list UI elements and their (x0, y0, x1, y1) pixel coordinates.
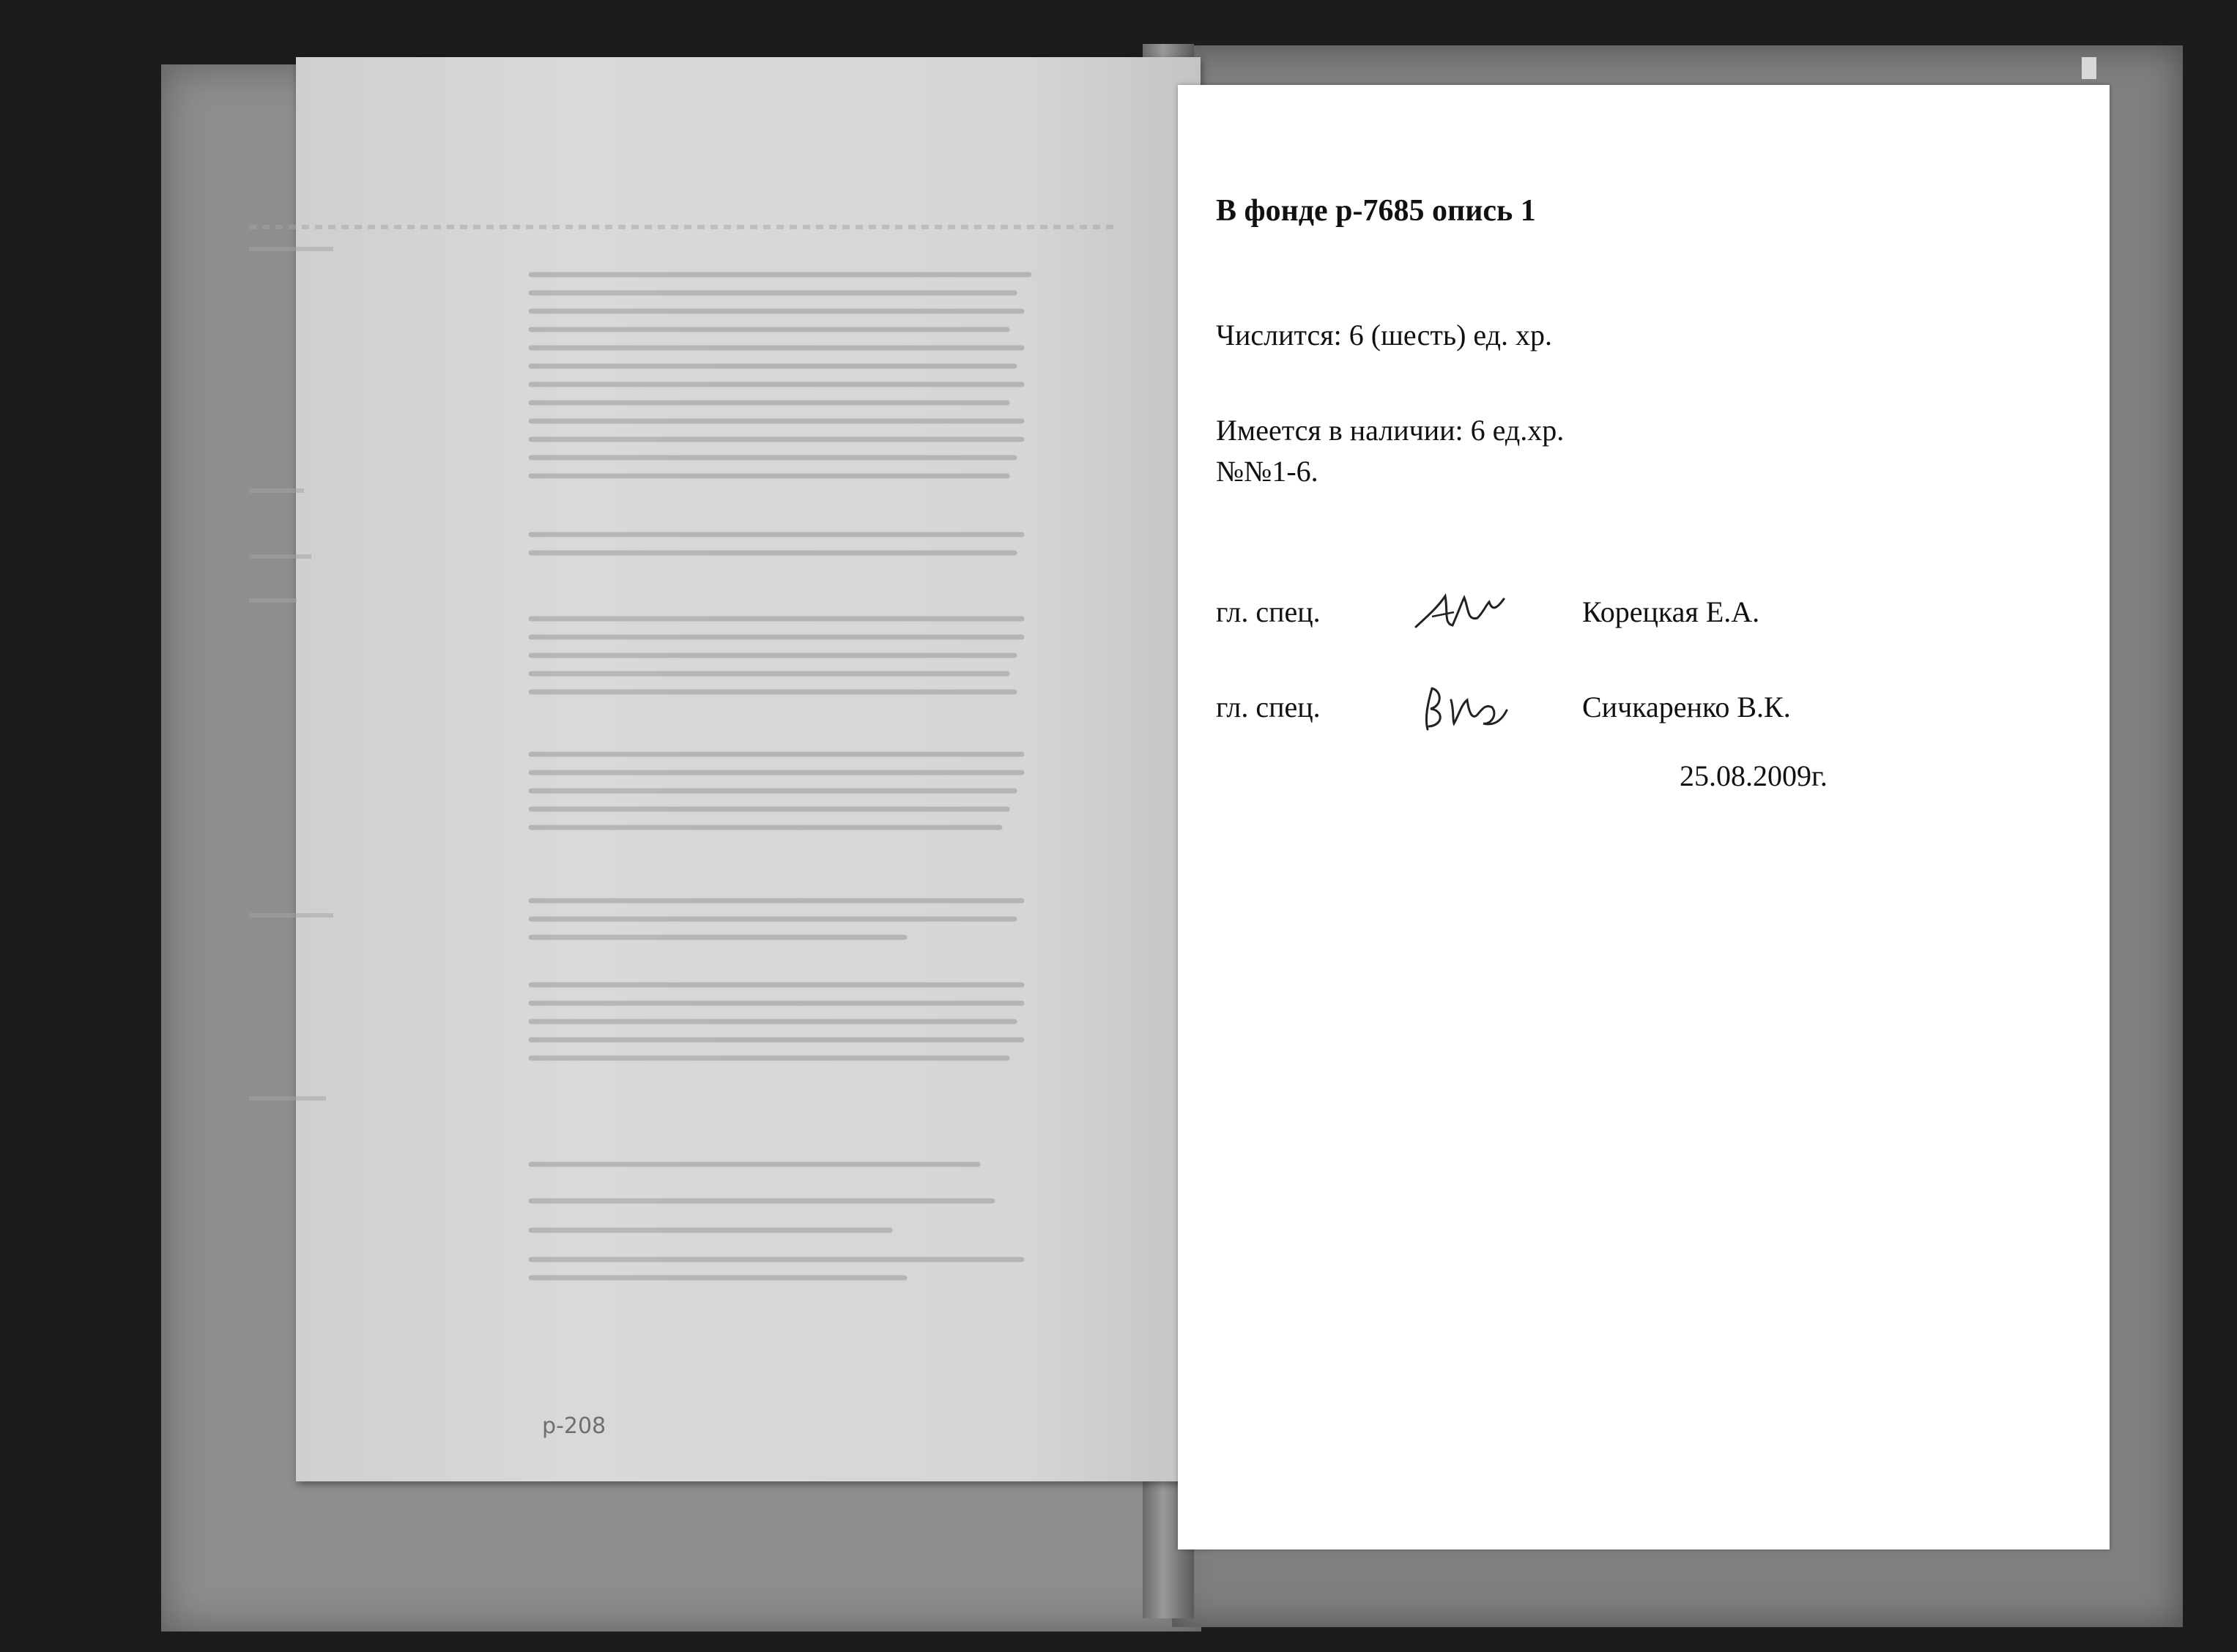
left-page-scribble: р-208 (542, 1413, 606, 1439)
handwritten-signature (1410, 583, 1513, 641)
document-date: 25.08.2009г. (1680, 759, 1828, 792)
fond-title: В фонде р-7685 опись 1 (1216, 194, 1536, 228)
page-tab-edge (2082, 57, 2096, 79)
signature-row (1216, 583, 2022, 641)
signatory-name: Корецкая Е.А. (1582, 595, 1760, 628)
numbers-line: №№1-6. (1216, 455, 1318, 488)
counted-line: Числится: 6 (шесть) ед. хр. (1216, 319, 1553, 351)
signature-role: гл. спец. (1216, 691, 1321, 723)
signatory-name: Сичкаренко В.К. (1582, 691, 1791, 723)
available-line: Имеется в наличии: 6 ед.хр. (1216, 414, 1565, 447)
signature-row (1216, 678, 2022, 737)
faded-text-lines (245, 183, 1124, 1391)
inventory-note-page (1178, 85, 2110, 1549)
handwritten-signature (1410, 678, 1513, 737)
signature-role: гл. спец. (1216, 595, 1321, 628)
